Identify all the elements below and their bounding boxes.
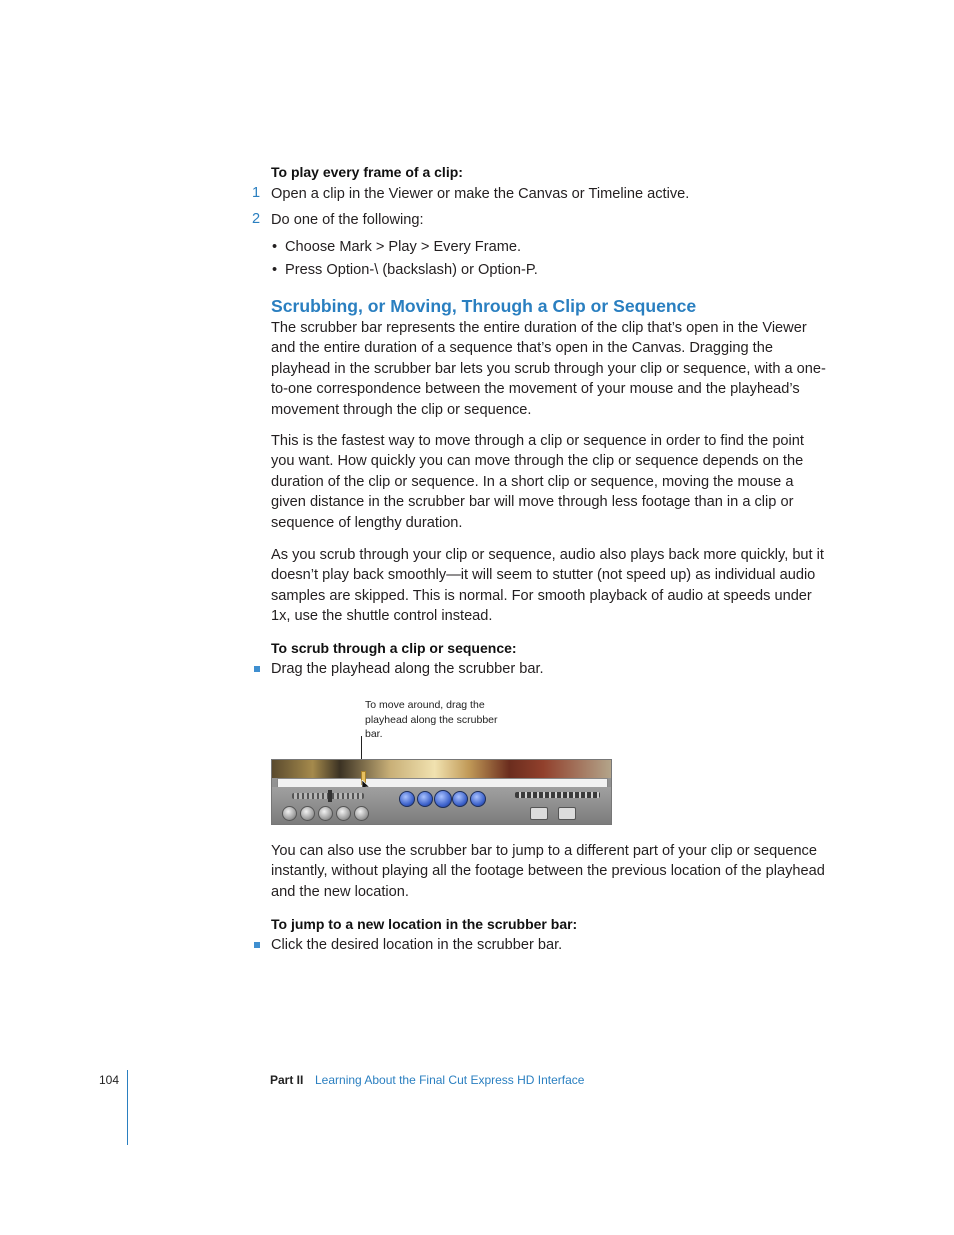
procedure-heading-jump: To jump to a new location in the scrubber bar: — [271, 916, 578, 932]
play-around-icon[interactable] — [452, 791, 468, 807]
scrub-step-text: Drag the playhead along the scrubber bar. — [271, 661, 544, 677]
play-in-to-out-icon[interactable] — [417, 791, 433, 807]
jog-knob[interactable] — [328, 790, 332, 802]
section-heading: Scrubbing, or Moving, Through a Clip or Sequence — [271, 296, 697, 316]
step-number-1: 1 — [252, 185, 261, 201]
callout-label: To move around, drag the playhead along the scrubber bar. — [365, 699, 498, 740]
footer-part: Part II — [270, 1073, 304, 1087]
shuttle-control[interactable] — [515, 792, 600, 798]
procedure-heading-play-every-frame: To play every frame of a clip: — [271, 164, 463, 180]
play-icon[interactable] — [434, 790, 452, 808]
paragraph-fastest-way: This is the fastest way to move through a clip or sequence in order to find the point you want. How quickly you can move through the clip or sequence depends on the duration of the clip or sequence. In a short clip or sequence, moving the mouse a given distance in the scrubber bar will move through less footage than in a clip or sequence of lengthy duration. — [271, 433, 804, 531]
step-number-2: 2 — [252, 211, 261, 227]
video-frame-strip — [272, 760, 611, 778]
scrubber-bar-screenshot — [271, 759, 612, 825]
marker-icon[interactable] — [336, 806, 351, 821]
bullet-item-keyboard-shortcut: Press Option-\ (backslash) or Option-P. — [285, 262, 538, 278]
mark-out-icon[interactable] — [318, 806, 333, 821]
page-number: 104 — [99, 1073, 120, 1087]
recent-clips-icon[interactable] — [530, 807, 548, 820]
bullet-dot: • — [272, 239, 278, 255]
bullet-item-every-frame: Choose Mark > Play > Every Frame. — [285, 239, 522, 255]
paragraph-jump: You can also use the scrubber bar to jump to a different part of your clip or sequence instantly, without playing all the footage between the previous location of the playhead and the new location. — [271, 843, 825, 900]
bullet-square-icon — [254, 666, 260, 672]
previous-edit-icon[interactable] — [399, 791, 415, 807]
next-edit-icon[interactable] — [470, 791, 486, 807]
match-frame-icon[interactable] — [282, 806, 297, 821]
bullet-dot: • — [272, 262, 278, 278]
paragraph-audio-scrub: As you scrub through your clip or sequence, audio also plays back more quickly, but it doesn’t play back smoothly—it will seem to stutter (not speed up) as individual audio samples are skipped. This is normal. For smooth playback of audio at speeds under 1x, use the shuttle control instead. — [271, 547, 824, 625]
procedure-heading-scrub: To scrub through a clip or sequence: — [271, 640, 517, 656]
step-text-2: Do one of the following: — [271, 212, 424, 228]
footer-rule — [127, 1070, 128, 1145]
mark-in-icon[interactable] — [300, 806, 315, 821]
step-text-1: Open a clip in the Viewer or make the Canvas or Timeline active. — [271, 186, 690, 202]
bullet-square-icon — [254, 942, 260, 948]
footer-title: Learning About the Final Cut Express HD Interface — [315, 1073, 585, 1087]
generator-icon[interactable] — [558, 807, 576, 820]
mark-clip-icon[interactable] — [354, 806, 369, 821]
paragraph-scrubber-description: The scrubber bar represents the entire duration of the clip that’s open in the Viewer and the entire duration of a sequence that’s open in the Canvas. Dragging the playhead in the scrubber bar lets you scrub through your clip or sequence, with a one-to-one correspondence between the movement of your mouse and the playhead’s movement through the clip or sequence. — [271, 320, 826, 418]
jump-step-text: Click the desired location in the scrubber bar. — [271, 937, 563, 953]
transport-controls — [272, 787, 611, 824]
